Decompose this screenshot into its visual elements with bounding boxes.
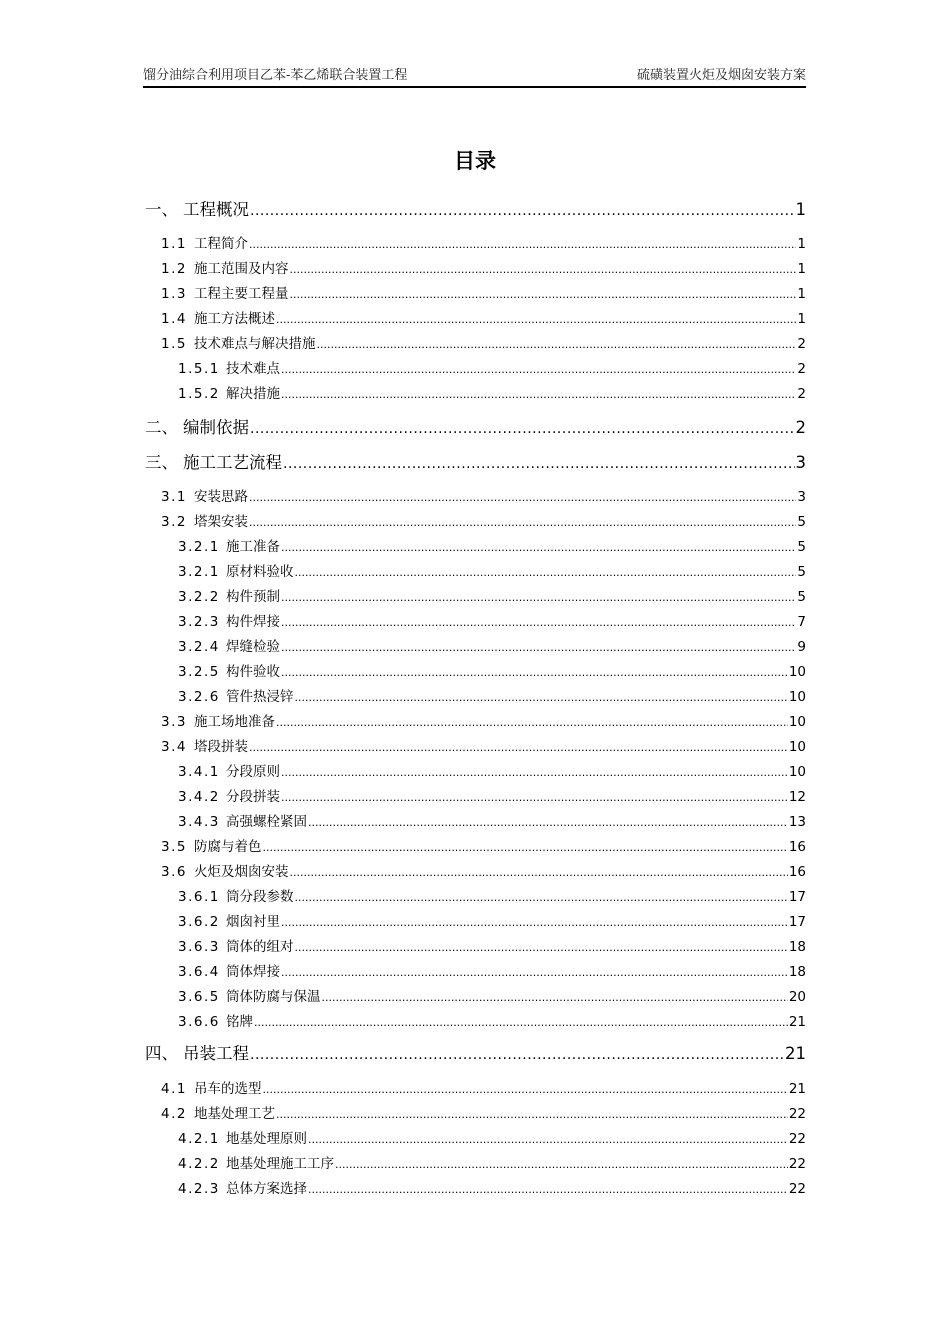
toc-entry-number: 1.4 xyxy=(161,311,187,327)
toc-entry-page: 5 xyxy=(797,564,806,580)
toc-entry-label: 工程简介 xyxy=(194,236,248,252)
toc-entry[interactable] xyxy=(161,282,806,302)
toc-entry[interactable] xyxy=(161,257,806,277)
toc-dot-leader xyxy=(250,203,795,219)
toc-entry-page: 13 xyxy=(788,814,806,830)
toc-entry-label: 烟囱衬里 xyxy=(226,914,280,930)
toc-dot-leader xyxy=(276,1108,788,1121)
toc-entry-page: 2 xyxy=(797,386,806,402)
toc-entry-label: 原材料验收 xyxy=(226,564,294,580)
toc-entry-label: 施工准备 xyxy=(226,539,280,555)
toc-entry[interactable] xyxy=(178,1177,806,1197)
toc-entry[interactable] xyxy=(161,232,806,252)
toc-entry[interactable] xyxy=(178,810,806,830)
toc-dot-leader xyxy=(263,1083,788,1096)
toc-dot-leader xyxy=(281,766,788,779)
toc-entry-number: 1.5 xyxy=(161,336,187,352)
toc-entry-number: 3.4.1 xyxy=(178,764,220,780)
toc-entry[interactable] xyxy=(178,1152,806,1172)
toc-dot-leader xyxy=(254,1016,788,1029)
toc-entry-number: 3.2.3 xyxy=(178,614,220,630)
toc-entry-page: 22 xyxy=(788,1156,806,1172)
toc-entry-number: 3.2.5 xyxy=(178,664,220,680)
toc-entry-number: 二、 xyxy=(145,418,178,437)
toc-entry-label: 施工场地准备 xyxy=(194,714,275,730)
toc-entry-label: 筒体的组对 xyxy=(226,939,294,955)
toc-entry-label: 安装思路 xyxy=(194,489,248,505)
toc-entry-label: 火炬及烟囱安装 xyxy=(194,864,289,880)
toc-entry-number: 3.5 xyxy=(161,839,187,855)
toc-entry[interactable] xyxy=(178,357,806,377)
toc-entry[interactable] xyxy=(161,860,806,880)
toc-entry-page: 1 xyxy=(797,236,806,252)
toc-entry-label: 筒分段参数 xyxy=(226,889,294,905)
toc-entry-number: 4.2.3 xyxy=(178,1181,220,1197)
toc-entry-number: 一、 xyxy=(145,200,178,219)
toc-entry-label: 工程主要工程量 xyxy=(194,286,289,302)
toc-entry-number: 4.1 xyxy=(161,1081,187,1097)
toc-entry-page: 17 xyxy=(788,914,806,930)
toc-entry-page: 16 xyxy=(788,839,806,855)
toc-entry-number: 4.2.1 xyxy=(178,1131,220,1147)
toc-entry-number: 3.4 xyxy=(161,739,187,755)
toc-entry-label: 构件焊接 xyxy=(226,614,280,630)
toc-entry-page: 5 xyxy=(797,589,806,605)
toc-entry-label: 铭牌 xyxy=(226,1014,253,1030)
toc-entry-number: 3.2.4 xyxy=(178,639,220,655)
toc-entry-page: 18 xyxy=(788,964,806,980)
toc-entry-label: 构件预制 xyxy=(226,589,280,605)
toc-dot-leader xyxy=(281,541,796,554)
toc-entry-page: 10 xyxy=(788,739,806,755)
toc-entry-label: 吊车的选型 xyxy=(194,1081,262,1097)
toc-entry[interactable] xyxy=(178,685,806,705)
toc-entry[interactable] xyxy=(161,485,806,505)
toc-entry-number: 3.6.1 xyxy=(178,889,220,905)
toc-entry[interactable] xyxy=(161,710,806,730)
toc-dot-leader xyxy=(317,338,797,351)
toc-entry[interactable] xyxy=(178,985,806,1005)
toc-entry-label: 工程概况 xyxy=(183,200,249,219)
toc-entry-number: 三、 xyxy=(145,453,178,472)
toc-entry-page: 22 xyxy=(788,1181,806,1197)
toc-entry[interactable] xyxy=(178,1127,806,1147)
toc-dot-leader xyxy=(281,791,788,804)
toc-entry-page: 1 xyxy=(795,200,806,219)
toc-dot-leader xyxy=(295,891,788,904)
toc-dot-leader xyxy=(249,516,796,529)
toc-entry-number: 1.5.2 xyxy=(178,386,220,402)
toc-entry-page: 2 xyxy=(795,418,806,437)
toc-entry-label: 塔段拼装 xyxy=(194,739,248,755)
toc-entry-number: 4.2 xyxy=(161,1106,187,1122)
toc-entry-number: 3.4.2 xyxy=(178,789,220,805)
header-project-title: 馏分油综合利用项目乙苯-苯乙烯联合装置工程 xyxy=(143,68,408,83)
toc-dot-leader xyxy=(249,238,796,251)
toc-entry-number: 1.5.1 xyxy=(178,361,220,377)
toc-entry-label: 总体方案选择 xyxy=(226,1181,307,1197)
toc-dot-leader xyxy=(249,491,796,504)
toc-entry-number: 3.6.2 xyxy=(178,914,220,930)
toc-entry-number: 1.3 xyxy=(161,286,187,302)
toc-entry-page: 10 xyxy=(788,714,806,730)
toc-dot-leader xyxy=(276,313,796,326)
toc-entry-page: 10 xyxy=(788,664,806,680)
toc-entry-label: 施工方法概述 xyxy=(194,311,275,327)
toc-entry[interactable] xyxy=(161,510,806,530)
toc-entry-label: 分段拼装 xyxy=(226,789,280,805)
toc-entry-label: 筒体防腐与保温 xyxy=(226,989,321,1005)
toc-entry-page: 20 xyxy=(788,989,806,1005)
toc-entry-number: 3.6.3 xyxy=(178,939,220,955)
toc-entry[interactable] xyxy=(178,635,806,655)
toc-entry-page: 10 xyxy=(788,764,806,780)
toc-dot-leader xyxy=(290,263,797,276)
toc-dot-leader xyxy=(308,1183,788,1196)
toc-dot-leader xyxy=(276,716,788,729)
toc-entry-number: 3.6.4 xyxy=(178,964,220,980)
toc-entry-number: 3.2.1 xyxy=(178,564,220,580)
toc-dot-leader xyxy=(281,916,788,929)
toc-entry-number: 3.2.1 xyxy=(178,539,220,555)
toc-entry-number: 1.2 xyxy=(161,261,187,277)
toc-entry-number: 3.3 xyxy=(161,714,187,730)
toc-dot-leader xyxy=(281,591,796,604)
toc-entry[interactable] xyxy=(161,332,806,352)
toc-entry-number: 3.1 xyxy=(161,489,187,505)
toc-entry-label: 塔架安装 xyxy=(194,514,248,530)
toc-dot-leader xyxy=(295,566,797,579)
toc-entry[interactable] xyxy=(161,1077,806,1097)
toc-entry-page: 18 xyxy=(788,939,806,955)
toc-entry[interactable] xyxy=(161,307,806,327)
toc-entry-page: 17 xyxy=(788,889,806,905)
toc-entry-label: 技术难点 xyxy=(226,361,280,377)
toc-entry-number: 1.1 xyxy=(161,236,187,252)
toc-entry-label: 施工范围及内容 xyxy=(194,261,289,277)
toc-dot-leader xyxy=(308,816,788,829)
toc-entry[interactable] xyxy=(145,1040,806,1064)
toc-entry-label: 解决措施 xyxy=(226,386,280,402)
toc-dot-leader xyxy=(308,1133,788,1146)
toc-entry[interactable] xyxy=(161,1102,806,1122)
toc-dot-leader xyxy=(281,616,796,629)
toc-entry[interactable] xyxy=(178,910,806,930)
toc-entry-page: 1 xyxy=(797,311,806,327)
toc-entry-number: 3.2.6 xyxy=(178,689,220,705)
toc-entry[interactable] xyxy=(178,610,806,630)
toc-entry[interactable] xyxy=(178,585,806,605)
toc-dot-leader xyxy=(335,1158,788,1171)
toc-entry-page: 5 xyxy=(797,514,806,530)
toc-dot-leader xyxy=(295,691,788,704)
toc-entry-label: 地基处理工艺 xyxy=(194,1106,275,1122)
toc-entry-page: 1 xyxy=(797,286,806,302)
toc-entry-label: 编制依据 xyxy=(183,418,249,437)
toc-dot-leader xyxy=(290,866,788,879)
toc-entry-label: 吊装工程 xyxy=(183,1044,249,1063)
toc-entry-page: 16 xyxy=(788,864,806,880)
toc-entry[interactable] xyxy=(178,1010,806,1030)
toc-dot-leader xyxy=(290,288,797,301)
toc-entry[interactable] xyxy=(178,935,806,955)
toc-entry-number: 3.6.5 xyxy=(178,989,220,1005)
toc-entry-page: 2 xyxy=(797,361,806,377)
toc-dot-leader xyxy=(281,666,788,679)
toc-entry-label: 管件热浸锌 xyxy=(226,689,294,705)
toc-dot-leader xyxy=(281,388,796,401)
toc-entry-page: 21 xyxy=(788,1014,806,1030)
toc-entry-page: 21 xyxy=(785,1044,806,1063)
toc-entry[interactable] xyxy=(145,196,806,220)
toc-entry-page: 2 xyxy=(797,336,806,352)
toc-entry-page: 1 xyxy=(797,261,806,277)
toc-entry[interactable] xyxy=(178,785,806,805)
toc-entry-number: 四、 xyxy=(145,1044,178,1063)
toc-entry-page: 9 xyxy=(797,639,806,655)
toc-entry-label: 地基处理原则 xyxy=(226,1131,307,1147)
toc-entry-page: 5 xyxy=(797,539,806,555)
toc-entry-page: 21 xyxy=(788,1081,806,1097)
page-header xyxy=(143,64,806,88)
toc-entry-number: 4.2.2 xyxy=(178,1156,220,1172)
toc-entry[interactable] xyxy=(178,760,806,780)
toc-entry[interactable] xyxy=(145,414,806,438)
toc-entry-page: 22 xyxy=(788,1131,806,1147)
toc-entry[interactable] xyxy=(178,535,806,555)
toc-entry-number: 3.2.2 xyxy=(178,589,220,605)
toc-entry-number: 3.2 xyxy=(161,514,187,530)
header-document-title: 硫磺装置火炬及烟囱安装方案 xyxy=(636,68,806,83)
toc-entry-label: 分段原则 xyxy=(226,764,280,780)
toc-dot-leader xyxy=(281,641,796,654)
toc-dot-leader xyxy=(250,1047,784,1063)
toc-entry-label: 构件验收 xyxy=(226,664,280,680)
toc-entry-label: 防腐与着色 xyxy=(194,839,262,855)
toc-dot-leader xyxy=(250,421,795,437)
toc-entry-page: 12 xyxy=(788,789,806,805)
toc-dot-leader xyxy=(281,966,788,979)
toc-entry[interactable] xyxy=(145,449,806,473)
toc-entry[interactable] xyxy=(178,660,806,680)
toc-dot-leader xyxy=(249,741,788,754)
toc-dot-leader xyxy=(322,991,788,1004)
toc-entry-page: 10 xyxy=(788,689,806,705)
toc-entry-label: 筒体焊接 xyxy=(226,964,280,980)
toc-entry-page: 22 xyxy=(788,1106,806,1122)
toc-entry-page: 3 xyxy=(795,453,806,472)
toc-dot-leader xyxy=(295,941,788,954)
toc-entry[interactable] xyxy=(161,735,806,755)
toc-entry-page: 7 xyxy=(797,614,806,630)
toc-entry-label: 焊缝检验 xyxy=(226,639,280,655)
toc-dot-leader xyxy=(263,841,788,854)
toc-entry[interactable] xyxy=(178,382,806,402)
toc-entry-label: 地基处理施工工序 xyxy=(226,1156,334,1172)
toc-title: 目录 xyxy=(454,149,496,173)
toc-entry-label: 高强螺栓紧固 xyxy=(226,814,307,830)
toc-entry-number: 3.6 xyxy=(161,864,187,880)
toc-entry-label: 施工工艺流程 xyxy=(183,453,282,472)
toc-entry[interactable] xyxy=(178,960,806,980)
toc-entry-page: 3 xyxy=(797,489,806,505)
toc-entry[interactable] xyxy=(161,835,806,855)
toc-dot-leader xyxy=(283,456,795,472)
toc-entry[interactable] xyxy=(178,885,806,905)
toc-entry-label: 技术难点与解决措施 xyxy=(194,336,316,352)
toc-entry[interactable] xyxy=(178,560,806,580)
toc-dot-leader xyxy=(281,363,796,376)
toc-entry-number: 3.4.3 xyxy=(178,814,220,830)
toc-entry-number: 3.6.6 xyxy=(178,1014,220,1030)
